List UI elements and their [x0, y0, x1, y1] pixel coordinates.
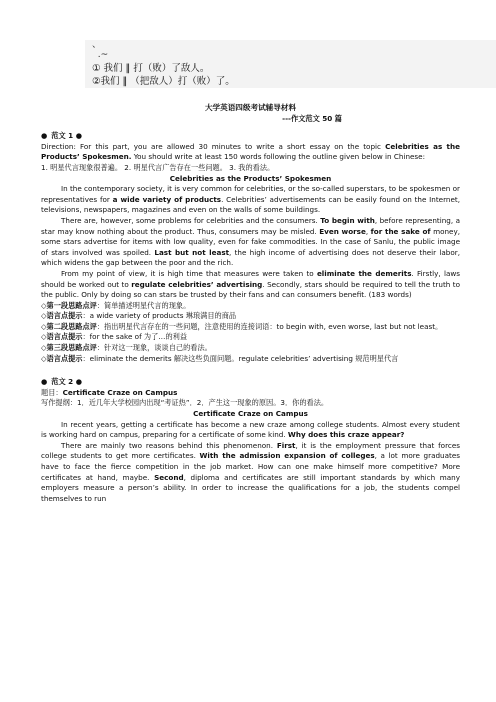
essay2-outline: 写作提纲：1．近几年大学校园内出现“考证热”．2．产生这一现象的原因。3．你的看法。 — [41, 398, 329, 408]
p-text: . Secondly, stars should be required to tell the truth to the public. Only by doing so can stars be trusted by their fans and can consumers benefit. (183 words) — [41, 279, 460, 300]
note-text: ：a wide variety of products 琳琅满目的商品 — [82, 311, 237, 321]
essay1-direction — [41, 142, 460, 163]
p-text: There are mainly two reasons behind this phenomenon. — [61, 440, 277, 450]
p-text: There are, however, some problems for celebrities and the consumers. — [61, 215, 321, 225]
topic-label: 题目： — [41, 387, 63, 397]
essay2-paragraph-1 — [41, 420, 460, 441]
note-4 — [41, 332, 460, 343]
p-text: , the high income of advertising does not deserve their labor, which widens the gap between the poor and the rich. — [41, 247, 460, 268]
bullet-icon: ● — [41, 131, 48, 141]
p-bold: To begin with — [320, 215, 375, 225]
p-text: In recent years, getting a certificate has become a new craze among college students. Almost every student is working hard on campus, preparing for a certificate of some kind. — [41, 419, 460, 440]
essay2-paragraph-2 — [41, 441, 460, 505]
p-text: , it is the employment pressure that forces college students to get more certificates. — [41, 440, 460, 461]
essay1-paragraph-3 — [41, 269, 460, 301]
note-text: ：简单描述明星代言的现象。 — [96, 300, 191, 310]
essay2-heading — [41, 377, 460, 388]
p-text: From my point of view, it is high time that measures were taken to — [61, 268, 317, 278]
direction-text-2: You should write at least 150 words following the outline given below in Chinese: — [131, 152, 426, 162]
example-line-2: ②我们 ‖ （把敌人）打（败）了。 — [92, 76, 235, 87]
essay1-paragraph-1 — [41, 184, 460, 216]
bullet-icon: ● — [41, 377, 48, 387]
topic-text: Certificate Craze on Campus — [62, 387, 178, 397]
note-label: ◇语言点提示 — [41, 353, 83, 363]
note-3 — [41, 322, 460, 333]
note-label: ◇语言点提示 — [41, 311, 83, 321]
note-text: ：指出明星代言存在的一些问题，注意使用的连接词语：to begin with, even worse, last but not least。 — [96, 321, 443, 331]
note-text: ：for the sake of 为了…的利益 — [82, 332, 188, 342]
essay2-topic — [41, 388, 460, 399]
essay1-heading — [41, 131, 460, 142]
p-bold: eliminate the demerits — [316, 268, 412, 278]
direction-text: Direction: For this part, you are allowed 30 minutes to write a short essay on the topic — [41, 141, 386, 151]
p-bold: First — [276, 440, 296, 450]
p-text: . Celebrities’ advertisements can be easily found on the Internet, televisions, newspapers, magazines and even on the walls of some buildings. — [41, 194, 461, 215]
bullet-icon: ● — [75, 131, 82, 141]
p-bold: a wide variety of products — [112, 194, 222, 204]
doc-subtitle: ---作文范文 50 篇 — [282, 113, 342, 123]
p-bold: for the sake of — [370, 226, 431, 236]
note-2 — [41, 311, 460, 322]
essay1-outline: 1. 明星代言现象很普遍。 2. 明星代言广告存在一些问题。 3. 我的看法。 — [41, 162, 275, 172]
p-text: , a lot more graduates have to face the fierce competition in the job market. How can one make himself more competitive? More certificates at hand, maybe. — [41, 451, 460, 482]
example-line-1: ① 我们 ‖ 打（败）了敌人。 — [92, 63, 210, 74]
p-text: In the contemporary society, it is very common for celebrities, or the so-called superstars, to be spokesmen or representatives for — [41, 184, 460, 204]
essay2-title: Certificate Craze on Campus — [193, 409, 308, 419]
top-marks: 、 .~ — [92, 40, 109, 60]
doc-title: 大学英语四级考试辅导材料 — [204, 103, 297, 112]
p-bold: Second — [154, 472, 184, 482]
document-content — [41, 103, 460, 504]
p-text: , — [365, 226, 371, 236]
essay1-label: 范文 1 — [51, 131, 74, 141]
note-label: ◇第三段思路点评 — [41, 343, 97, 353]
p-text: , diploma and certificates are still important standards by which many employers measure a person’s ability. In order to increase the qualifications for a job, the students compel themselves to run — [41, 472, 460, 503]
essay2-label: 范文 2 — [51, 377, 74, 387]
p-bold: Even worse — [319, 226, 366, 236]
note-label: ◇语言点提示 — [41, 332, 83, 342]
note-1 — [41, 301, 460, 312]
direction-topic: Celebrities as the Products’ Spokesmen. — [41, 141, 460, 162]
p-bold: regulate celebrities’ advertising — [131, 279, 263, 289]
note-label: ◇第二段思路点评 — [41, 321, 97, 331]
note-6 — [41, 354, 460, 365]
p-bold: With the admission expansion of colleges — [199, 451, 375, 461]
essay1-title: Celebrities as the Products’ Spokesmen — [169, 173, 332, 183]
p-bold: Last but not least — [154, 247, 230, 257]
p-text: . Firstly, laws should be worked out to — [41, 268, 460, 289]
note-text: ：针对这一现象，谈谈自己的看法。 — [96, 343, 212, 353]
note-text: ：eliminate the demerits 解决这些负面问题。regulate celebrities’ advertising 规范明星代言 — [82, 353, 399, 363]
essay1-paragraph-2 — [41, 216, 460, 269]
note-5 — [41, 343, 460, 354]
p-text: money, some stars advertise for items with low quality, even for fake commodities. In the case of Sanlu, the public image of stars involved was spoiled. — [41, 226, 460, 257]
p-bold: Why does this craze appear? — [287, 430, 405, 440]
bullet-icon: ● — [75, 377, 82, 387]
p-text: , before representing, a star may know nothing about the product. Thus, consumers may be misled. — [41, 215, 460, 236]
note-label: ◇第一段思路点评 — [41, 300, 97, 310]
